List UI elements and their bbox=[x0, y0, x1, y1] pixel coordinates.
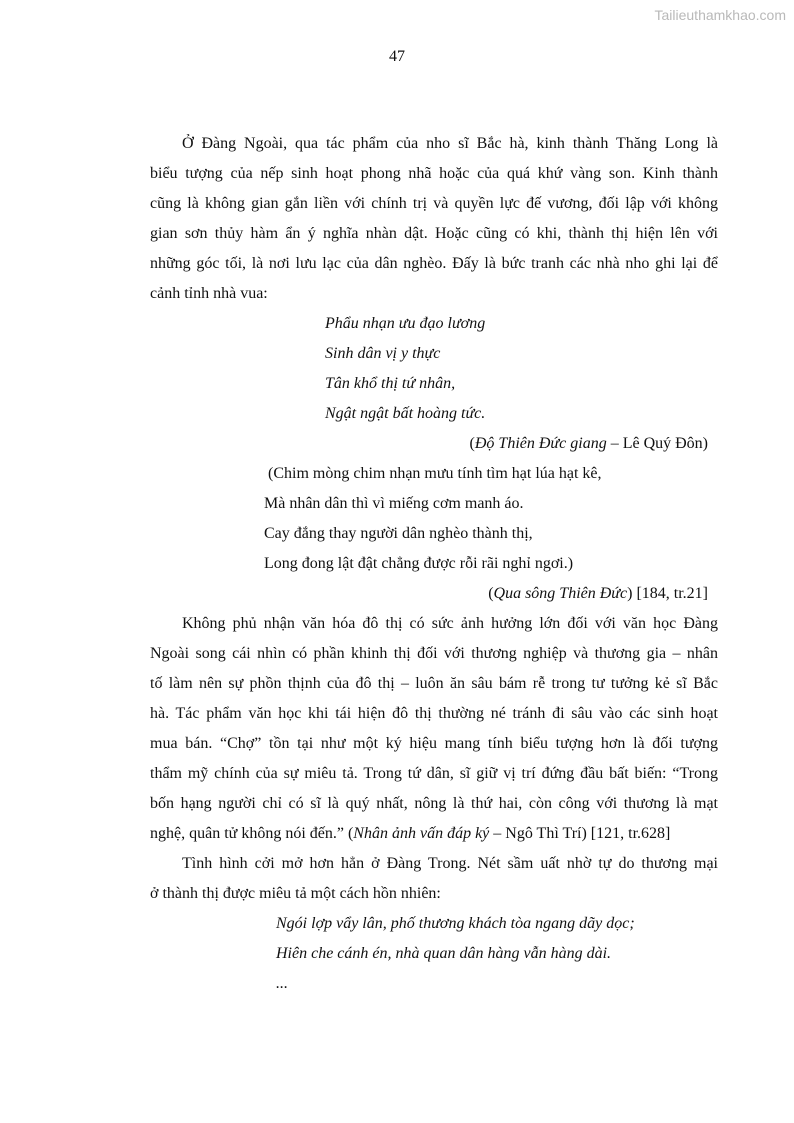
text-line: mua bán. “Chợ” tồn tại như một ký hiệu mang tính biểu tượng hơn là đối tượng bbox=[150, 735, 718, 752]
poem-line: Mà nhân dân thì vì miếng cơm manh áo. bbox=[264, 495, 524, 512]
text-line: cũng là không gian gắn liền với chính trị và quyền lực đế vương, đối lập với không bbox=[150, 195, 718, 212]
poem-line: Tân khổ thị tứ nhân, bbox=[325, 375, 456, 392]
poem-1-citation bbox=[470, 434, 708, 454]
poem-line: Long đong lật đật chẳng được rỗi rãi nghỉ ngơi.) bbox=[264, 555, 574, 572]
text-line: thẩm mỹ chính của sự miêu tả. Trong tứ dân, sĩ giữ vị trí đứng đầu bất biến: “Trong bbox=[150, 765, 718, 782]
text-line: Không phủ nhận văn hóa đô thị có sức ảnh hưởng lớn đối với văn học Đàng bbox=[182, 615, 718, 632]
poem-line: Phẩu nhạn ưu đạo lương bbox=[325, 315, 486, 332]
poem-line: Sinh dân vị y thực bbox=[325, 345, 441, 362]
text-line: bốn hạng người chỉ có sĩ là quý nhất, nông là thứ hai, còn công với thương là mạt bbox=[150, 795, 718, 812]
text-line: hà. Tác phẩm văn học khi tái hiện đô thị thường né tránh đi sâu vào các sinh hoạt bbox=[150, 705, 718, 722]
text-run: nghệ, quân tử không nói đến.” ( bbox=[150, 825, 354, 842]
poem-line: (Chim mòng chim nhạn mưu tính tìm hạt lúa hạt kê, bbox=[268, 465, 602, 482]
citation-title: Độ Thiên Đức giang bbox=[474, 435, 607, 452]
citation-reference: ) [184, tr.21] bbox=[627, 585, 708, 602]
text-line: tố làm nên sự phồn thịnh của đô thị – luôn ăn sâu bám rễ trong tư tưởng kẻ sĩ Bắc bbox=[150, 675, 718, 692]
citation-author: – Lê Quý Đôn) bbox=[606, 435, 708, 452]
poem-line: Ngật ngật bất hoàng tức. bbox=[325, 405, 486, 422]
poem-line: Ngói lợp vẩy lân, phố thương khách tòa ngang dãy dọc; bbox=[276, 915, 635, 932]
watermark: Tailieuthamkhao.com bbox=[654, 7, 786, 23]
text-line: biểu tượng của nếp sinh hoạt phong nhã hoặc của quá khứ vàng son. Kinh thành bbox=[150, 165, 718, 182]
page-number: 47 bbox=[389, 48, 405, 65]
text-line: Tình hình cởi mở hơn hẳn ở Đàng Trong. Nét sầm uất nhờ tự do thương mại bbox=[182, 855, 718, 872]
text-line: những góc tối, là nơi lưu lạc của dân nghèo. Đấy là bức tranh các nhà nho ghi lại để bbox=[150, 255, 718, 272]
text-line: gian sơn thủy hàm ẩn ý nghĩa nhàn dật. Hoặc cũng có khi, thành thị hiện lên với bbox=[150, 225, 718, 242]
text-run: – Ngô Thì Trí) [121, tr.628] bbox=[489, 825, 671, 842]
citation-open: ( bbox=[488, 585, 494, 602]
work-title: Nhân ảnh vấn đáp ký bbox=[353, 825, 490, 842]
text-line: Ở Đàng Ngoài, qua tác phẩm của nho sĩ Bắc hà, kinh thành Thăng Long là bbox=[182, 135, 718, 152]
poem-line: Cay đắng thay người dân nghèo thành thị, bbox=[264, 525, 533, 542]
text-line: ở thành thị được miêu tả một cách hồn nhiên: bbox=[150, 885, 441, 902]
poem-2-citation bbox=[488, 584, 708, 604]
text-line: cảnh tỉnh nhà vua: bbox=[150, 285, 268, 302]
poem-ellipsis: ... bbox=[276, 975, 288, 992]
text-line bbox=[150, 824, 670, 844]
citation-title: Qua sông Thiên Đức bbox=[493, 585, 628, 602]
text-line: Ngoài song cái nhìn có phần khinh thị đối với thương nghiệp và thương gia – nhân bbox=[150, 645, 718, 662]
poem-line: Hiên che cánh én, nhà quan dân hàng vẫn hàng dài. bbox=[276, 945, 612, 962]
citation-open: ( bbox=[469, 435, 475, 452]
